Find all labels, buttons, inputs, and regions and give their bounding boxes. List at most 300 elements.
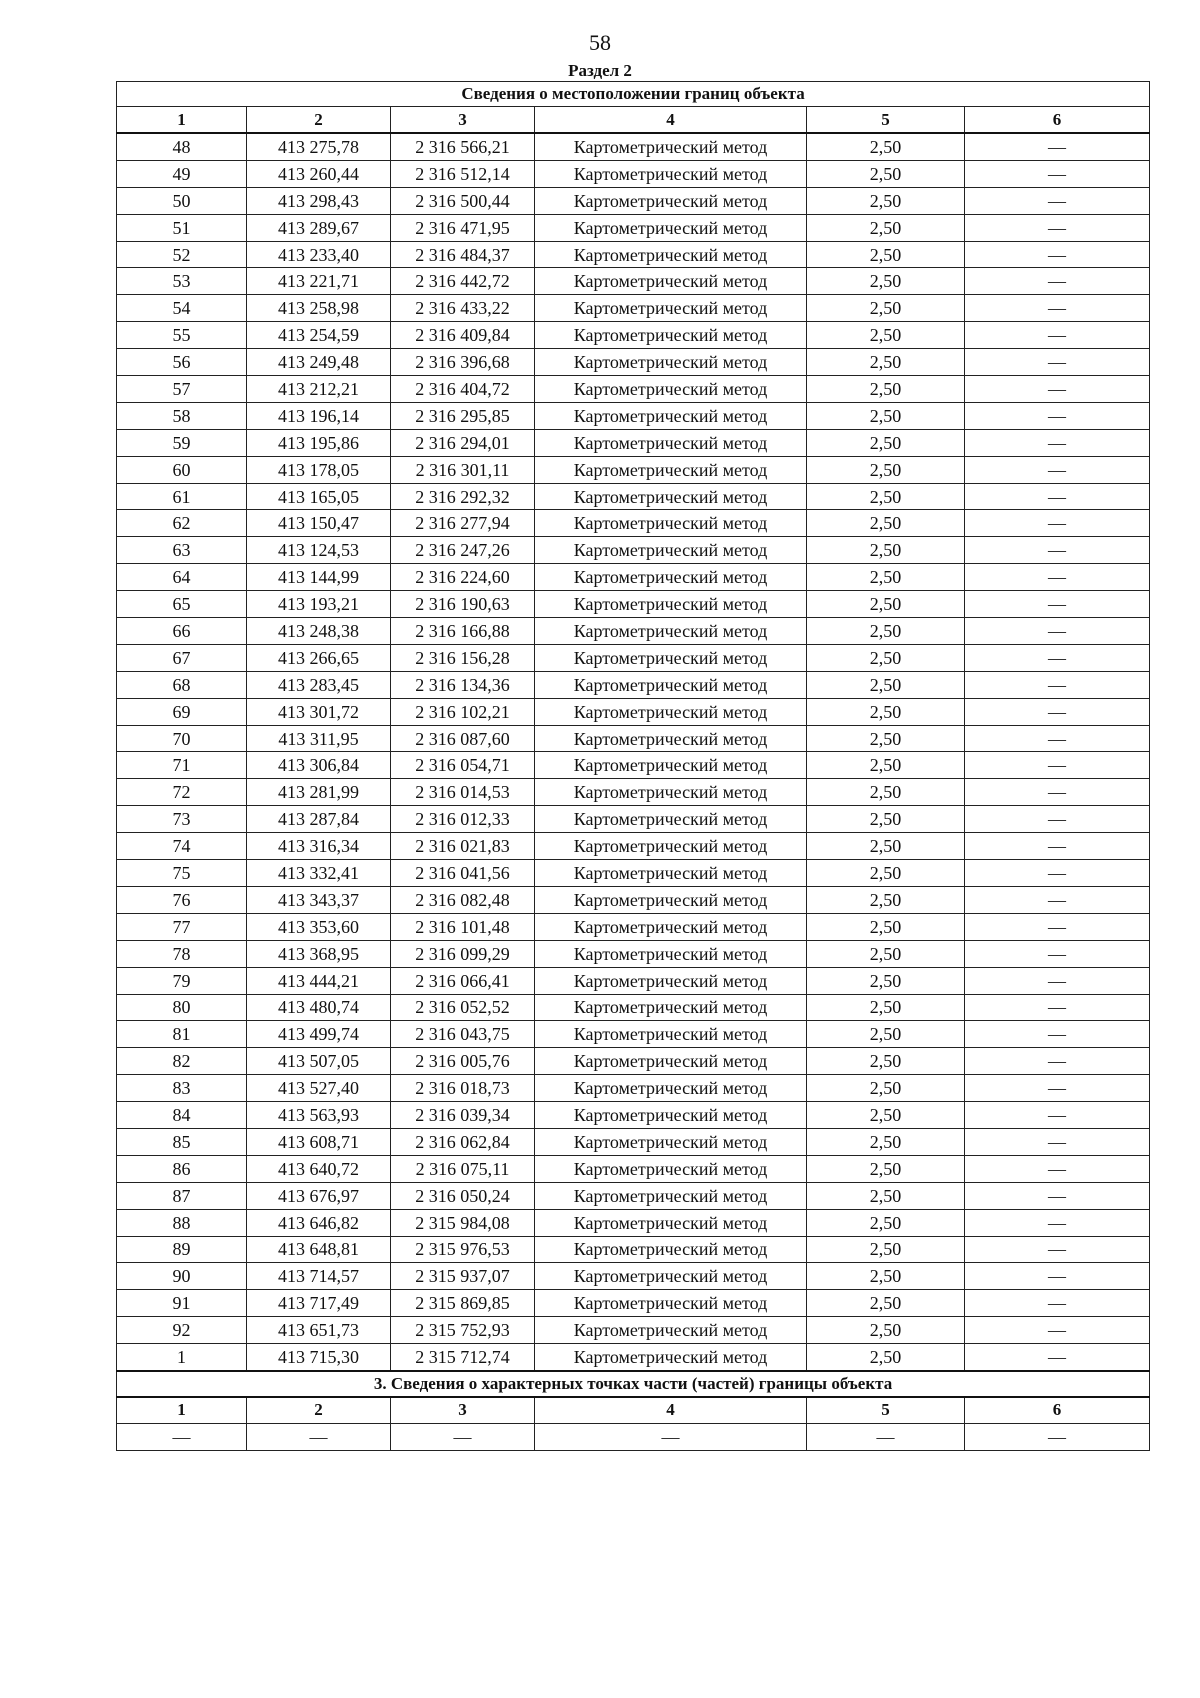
table-row [117,1075,1150,1102]
table-row [117,1155,1150,1182]
table-cell: 2,50 [807,698,965,725]
table-cell: — [965,241,1150,268]
table-cell: Картометрический метод [535,510,807,537]
table-row [117,214,1150,241]
table-row [117,1182,1150,1209]
table-cell: 413 480,74 [247,994,391,1021]
table-row [117,160,1150,187]
table-cell: 48 [117,133,247,160]
table-cell: 2,50 [807,160,965,187]
table-cell: 2,50 [807,1102,965,1129]
table-cell: Картометрический метод [535,483,807,510]
table-column-number: 3 [391,107,535,134]
table-row [117,349,1150,376]
table-cell: — [965,860,1150,887]
section3-column-number: 1 [117,1397,247,1424]
table-cell: 413 196,14 [247,402,391,429]
table-cell: 2,50 [807,1236,965,1263]
table-cell: Картометрический метод [535,698,807,725]
table-cell: 77 [117,913,247,940]
section3-column-number: 5 [807,1397,965,1424]
table-row [117,1209,1150,1236]
table-cell: 2,50 [807,564,965,591]
table-cell: 2 316 075,11 [391,1155,535,1182]
table-cell: 2,50 [807,644,965,671]
table-cell: 59 [117,429,247,456]
table-cell: 2 316 247,26 [391,537,535,564]
table-caption: Сведения о местоположении границ объекта [117,82,1150,107]
table-cell: 68 [117,671,247,698]
table-cell: 2,50 [807,1021,965,1048]
table-row [117,1021,1150,1048]
section3-column-number-row [117,1397,1150,1424]
table-row [117,833,1150,860]
table-cell: 2,50 [807,779,965,806]
table-cell: 2 316 224,60 [391,564,535,591]
table-cell: 2 316 292,32 [391,483,535,510]
table-cell: 2 316 156,28 [391,644,535,671]
table-cell: 2,50 [807,429,965,456]
table-cell: 2 316 295,85 [391,402,535,429]
table-cell: Картометрический метод [535,752,807,779]
table-cell: 2,50 [807,322,965,349]
table-cell: 413 714,57 [247,1263,391,1290]
table-cell: 76 [117,886,247,913]
table-cell: 2 316 062,84 [391,1128,535,1155]
table-cell: 413 563,93 [247,1102,391,1129]
table-cell: 413 343,37 [247,886,391,913]
table-body [117,133,1150,1371]
table-row [117,671,1150,698]
table-cell: 413 648,81 [247,1236,391,1263]
table-cell: 413 316,34 [247,833,391,860]
table-cell: 2 316 294,01 [391,429,535,456]
table-cell: 2 316 166,88 [391,618,535,645]
table-cell: Картометрический метод [535,429,807,456]
table-cell: 60 [117,456,247,483]
table-cell: Картометрический метод [535,671,807,698]
table-column-number: 4 [535,107,807,134]
table-cell: 2 316 101,48 [391,913,535,940]
table-cell: 413 368,95 [247,940,391,967]
table-cell: 413 212,21 [247,376,391,403]
table-cell: Картометрический метод [535,349,807,376]
table-cell: Картометрический метод [535,1344,807,1371]
table-cell: Картометрический метод [535,1263,807,1290]
table-cell: 2 315 984,08 [391,1209,535,1236]
table-row [117,886,1150,913]
table-cell: — [965,698,1150,725]
table-cell: 413 332,41 [247,860,391,887]
table-cell: 2,50 [807,913,965,940]
table-cell: 413 275,78 [247,133,391,160]
table-cell: 2,50 [807,537,965,564]
table-cell: — [965,833,1150,860]
table-cell: — [965,806,1150,833]
table-cell: 2,50 [807,483,965,510]
table-cell: 52 [117,241,247,268]
section3-cell: — [807,1423,965,1450]
table-row [117,376,1150,403]
table-column-number: 1 [117,107,247,134]
table-cell: Картометрический метод [535,241,807,268]
table-cell: 2 316 512,14 [391,160,535,187]
table-cell: 413 260,44 [247,160,391,187]
table-cell: 49 [117,160,247,187]
table-row [117,456,1150,483]
table-cell: 62 [117,510,247,537]
table-cell: Картометрический метод [535,725,807,752]
table-cell: 2 315 752,93 [391,1317,535,1344]
table-cell: 413 651,73 [247,1317,391,1344]
table-cell: 413 178,05 [247,456,391,483]
table-cell: 2,50 [807,349,965,376]
table-row [117,1048,1150,1075]
table-cell: — [965,349,1150,376]
table-row [117,779,1150,806]
table-cell: — [965,564,1150,591]
table-cell: 85 [117,1128,247,1155]
table-row [117,1102,1150,1129]
table-cell: 92 [117,1317,247,1344]
table-row [117,806,1150,833]
table-cell: 74 [117,833,247,860]
table-cell: Картометрический метод [535,1236,807,1263]
section3-column-number: 6 [965,1397,1150,1424]
table-cell: 2 316 018,73 [391,1075,535,1102]
table-cell: Картометрический метод [535,456,807,483]
table-cell: 2 315 976,53 [391,1236,535,1263]
table-cell: Картометрический метод [535,644,807,671]
table-cell: 413 311,95 [247,725,391,752]
table-cell: — [965,214,1150,241]
table-cell: — [965,376,1150,403]
table-cell: 413 283,45 [247,671,391,698]
table-cell: 87 [117,1182,247,1209]
table-cell: 2 316 021,83 [391,833,535,860]
section3-column-number: 2 [247,1397,391,1424]
table-cell: — [965,456,1150,483]
section-title: Раздел 2 [568,61,632,80]
table-cell: 84 [117,1102,247,1129]
table-cell: — [965,994,1150,1021]
table-cell: 413 124,53 [247,537,391,564]
table-cell: 61 [117,483,247,510]
table-cell: 413 507,05 [247,1048,391,1075]
table-cell: — [965,1290,1150,1317]
table-cell: — [965,160,1150,187]
table-cell: Картометрический метод [535,133,807,160]
table-cell: Картометрический метод [535,1128,807,1155]
section3-column-number: 3 [391,1397,535,1424]
table-cell: 2,50 [807,940,965,967]
table-cell: 413 281,99 [247,779,391,806]
table-row [117,698,1150,725]
table-cell: 70 [117,725,247,752]
table-cell: Картометрический метод [535,806,807,833]
table-cell: Картометрический метод [535,537,807,564]
table-cell: Картометрический метод [535,913,807,940]
table-cell: 2,50 [807,967,965,994]
table-row [117,860,1150,887]
table-cell: 2 316 099,29 [391,940,535,967]
table-row [117,510,1150,537]
table-cell: 2,50 [807,1317,965,1344]
table-cell: 413 266,65 [247,644,391,671]
table-cell: 2,50 [807,725,965,752]
table-cell: 413 289,67 [247,214,391,241]
table-cell: 56 [117,349,247,376]
table-row [117,295,1150,322]
table-cell: Картометрический метод [535,402,807,429]
table-cell: Картометрический метод [535,1102,807,1129]
table-row [117,187,1150,214]
table-cell: 55 [117,322,247,349]
table-cell: — [965,913,1150,940]
table-cell: — [965,1048,1150,1075]
table-cell: 2 316 039,34 [391,1102,535,1129]
table-cell: — [965,1102,1150,1129]
table-row [117,940,1150,967]
table-cell: Картометрический метод [535,268,807,295]
table-cell: 2 316 301,11 [391,456,535,483]
table-cell: Картометрический метод [535,591,807,618]
section3-cell: — [391,1423,535,1450]
table-cell: 63 [117,537,247,564]
table-cell: 2 316 066,41 [391,967,535,994]
table-cell: 2,50 [807,241,965,268]
section3-cell: — [535,1423,807,1450]
table-cell: — [965,644,1150,671]
table-cell: 51 [117,214,247,241]
table-cell: 2 316 433,22 [391,295,535,322]
table-cell: — [965,779,1150,806]
table-cell: 2,50 [807,1048,965,1075]
table-cell: — [965,886,1150,913]
table-cell: 2,50 [807,133,965,160]
table-cell: Картометрический метод [535,1290,807,1317]
table-cell: 2,50 [807,1182,965,1209]
table-cell: — [965,402,1150,429]
table-cell: 413 195,86 [247,429,391,456]
section3-column-number: 4 [535,1397,807,1424]
table-cell: 2 315 869,85 [391,1290,535,1317]
table-cell: 2,50 [807,806,965,833]
table-cell: — [965,967,1150,994]
table-cell: 2,50 [807,214,965,241]
table-row [117,1263,1150,1290]
table-cell: 2 316 052,52 [391,994,535,1021]
column-number-row [117,107,1150,134]
table-cell: — [965,1236,1150,1263]
table-row [117,483,1150,510]
table-row [117,133,1150,160]
table-cell: 2 316 442,72 [391,268,535,295]
table-cell: 89 [117,1236,247,1263]
table-cell: — [965,133,1150,160]
table-cell: — [965,322,1150,349]
table-cell: — [965,537,1150,564]
table-cell: 413 353,60 [247,913,391,940]
table-cell: 1 [117,1344,247,1371]
table-cell: 66 [117,618,247,645]
table-row [117,913,1150,940]
table-cell: 2 316 087,60 [391,725,535,752]
table-cell: — [965,1344,1150,1371]
table-cell: Картометрический метод [535,967,807,994]
table-cell: 53 [117,268,247,295]
table-cell: 75 [117,860,247,887]
table-cell: 65 [117,591,247,618]
table-cell: 72 [117,779,247,806]
table-cell: 83 [117,1075,247,1102]
table-cell: 413 298,43 [247,187,391,214]
table-cell: 2 316 190,63 [391,591,535,618]
table-cell: 413 715,30 [247,1344,391,1371]
section3-caption: 3. Сведения о характерных точках части (частей) границы объекта [117,1371,1150,1397]
table-cell: Картометрический метод [535,214,807,241]
table-cell: 2,50 [807,671,965,698]
table-cell: 2,50 [807,456,965,483]
table-cell: 2 315 937,07 [391,1263,535,1290]
table-cell: 2 316 102,21 [391,698,535,725]
table-cell: 2,50 [807,1155,965,1182]
table-cell: 73 [117,806,247,833]
table-row [117,591,1150,618]
table-row [117,994,1150,1021]
section3-cell: — [117,1423,247,1450]
table-cell: Картометрический метод [535,376,807,403]
table-cell: — [965,295,1150,322]
table-cell: 2,50 [807,1209,965,1236]
table-cell: Картометрический метод [535,1209,807,1236]
table-column-number: 2 [247,107,391,134]
table-cell: 413 444,21 [247,967,391,994]
table-cell: 2 315 712,74 [391,1344,535,1371]
table-cell: 413 233,40 [247,241,391,268]
table-row [117,1236,1150,1263]
table-cell: — [965,1317,1150,1344]
table-cell: — [965,752,1150,779]
table-cell: 2,50 [807,1128,965,1155]
table-cell: Картометрический метод [535,886,807,913]
page-number: 58 [589,30,611,55]
table-cell: 2 316 471,95 [391,214,535,241]
table-cell: 413 646,82 [247,1209,391,1236]
table-cell: 90 [117,1263,247,1290]
table-cell: — [965,483,1150,510]
table-cell: 2 316 054,71 [391,752,535,779]
table-cell: 2 316 005,76 [391,1048,535,1075]
table-cell: 2,50 [807,510,965,537]
table-cell: — [965,429,1150,456]
table-cell: 86 [117,1155,247,1182]
table-cell: 2 316 082,48 [391,886,535,913]
table-cell: 2,50 [807,402,965,429]
section3-table-body [117,1423,1150,1450]
table-cell: 2 316 566,21 [391,133,535,160]
table-cell: 2,50 [807,268,965,295]
table-cell: 413 144,99 [247,564,391,591]
table-cell: Картометрический метод [535,322,807,349]
table-cell: 413 254,59 [247,322,391,349]
table-cell: 54 [117,295,247,322]
table-cell: Картометрический метод [535,618,807,645]
table-cell: 413 608,71 [247,1128,391,1155]
table-cell: — [965,940,1150,967]
table-cell: 2,50 [807,833,965,860]
table-row [117,752,1150,779]
table-cell: — [965,1021,1150,1048]
table-cell: Картометрический метод [535,994,807,1021]
table-cell: 2,50 [807,1290,965,1317]
boundary-table [116,81,1150,1451]
table-cell: — [965,268,1150,295]
table-cell: 2,50 [807,591,965,618]
table-cell: 2 316 134,36 [391,671,535,698]
table-cell: 413 717,49 [247,1290,391,1317]
table-cell: 2 316 012,33 [391,806,535,833]
table-cell: 413 249,48 [247,349,391,376]
table-cell: 2,50 [807,1263,965,1290]
table-cell: 2,50 [807,1075,965,1102]
table-cell: Картометрический метод [535,860,807,887]
table-cell: — [965,1155,1150,1182]
section3-cell: — [965,1423,1150,1450]
table-cell: 88 [117,1209,247,1236]
table-cell: — [965,1182,1150,1209]
table-cell: 79 [117,967,247,994]
table-cell: — [965,671,1150,698]
table-cell: Картометрический метод [535,1182,807,1209]
table-cell: 2 316 277,94 [391,510,535,537]
table-cell: — [965,1209,1150,1236]
table-cell: 2 316 500,44 [391,187,535,214]
table-cell: — [965,1263,1150,1290]
section3-row [117,1423,1150,1450]
table-cell: 82 [117,1048,247,1075]
table-cell: 413 248,38 [247,618,391,645]
table-cell: — [965,591,1150,618]
table-row [117,967,1150,994]
table-cell: 413 287,84 [247,806,391,833]
table-cell: Картометрический метод [535,1317,807,1344]
table-cell: 2 316 396,68 [391,349,535,376]
table-cell: Картометрический метод [535,833,807,860]
table-cell: 91 [117,1290,247,1317]
table-cell: — [965,1128,1150,1155]
table-cell: 2,50 [807,295,965,322]
table-cell: 2 316 484,37 [391,241,535,268]
table-cell: 2 316 050,24 [391,1182,535,1209]
table-row [117,1290,1150,1317]
table-row [117,537,1150,564]
table-cell: 69 [117,698,247,725]
table-cell: 2 316 014,53 [391,779,535,806]
table-cell: 50 [117,187,247,214]
table-cell: Картометрический метод [535,160,807,187]
table-row [117,268,1150,295]
table-cell: 2,50 [807,860,965,887]
table-row [117,644,1150,671]
table-row [117,1128,1150,1155]
table-cell: Картометрический метод [535,779,807,806]
table-cell: 413 301,72 [247,698,391,725]
table-cell: 2,50 [807,376,965,403]
table-cell: 413 306,84 [247,752,391,779]
table-cell: 58 [117,402,247,429]
table-cell: 413 258,98 [247,295,391,322]
